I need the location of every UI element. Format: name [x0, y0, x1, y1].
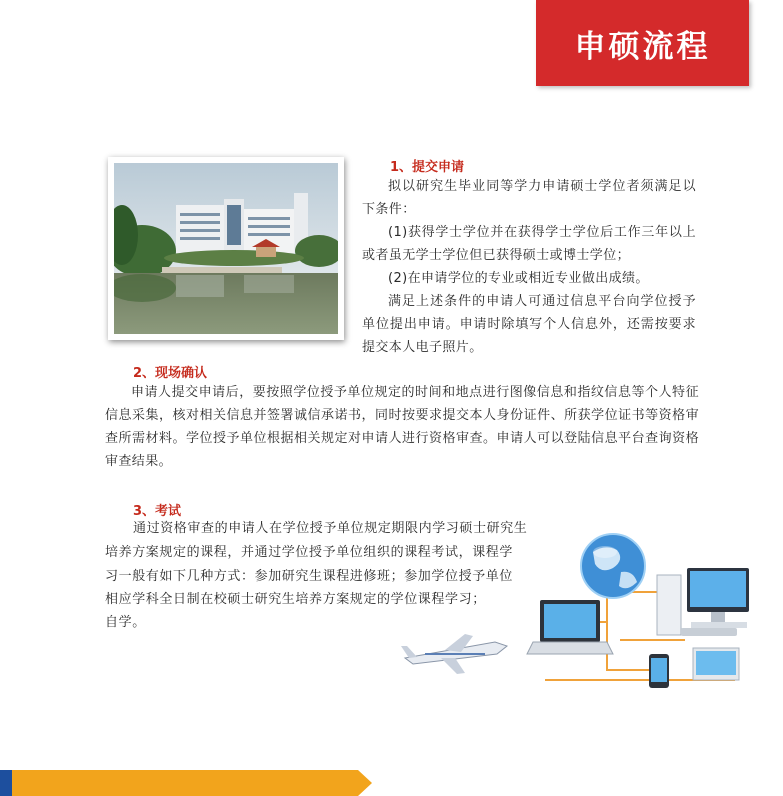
text-line: 培养方案规定的课程，并通过学位授予单位组织的课程考试，课程学 [105, 545, 514, 560]
bottom-decoration-bar [0, 770, 372, 796]
section-heading: 3、考试 [133, 504, 182, 519]
paragraph: 拟以研究生毕业同等学力申请硕士学位者须满足以下条件： [362, 179, 696, 217]
airplane-icon [401, 634, 507, 674]
paragraph: (2)在申请学位的专业或相近专业做出成绩。 [388, 271, 649, 286]
paragraph: 满足上述条件的申请人可通过信息平台向学位授予单位提出申请。申请时除填写个人信息外，还需按要求提交本人电子照片。 [362, 294, 696, 355]
text-line: 习一般有如下几种方式：参加研究生课程进修班；参加学位授予单位 [105, 569, 514, 584]
page-title: 申硕流程 [536, 0, 749, 86]
laptop-icon [527, 600, 613, 654]
section-heading: 1、提交申请 [390, 160, 465, 175]
paragraph: 申请人提交申请后，要按照学位授予单位规定的时间和地点进行图像信息和指纹信息等个人特征信息采集，核对相关信息并签署诚信承诺书，同时按要求提交本人身份证件、所获学位证书等资格审查所需材料。学位授予单位根据相关规定对申请人进行资格审查。申请人可以登陆信息平台查询资格审查结果。 [105, 385, 699, 469]
campus-photo [108, 157, 344, 340]
text-line: 通过资格审查的申请人在学位授予单位规定期限内学习硕士研究生 [133, 521, 528, 536]
desktop-computer-icon [657, 568, 749, 636]
phone-icon [649, 654, 669, 688]
network-illustration [395, 530, 760, 705]
text-line: 相应学科全日制在校硕士研究生培养方案规定的学位课程学习； [105, 592, 486, 607]
paragraph: (1)获得学士学位并在获得学士学位后工作三年以上或者虽无学士学位但已获得硕士或博士学位； [362, 225, 696, 263]
globe-icon [581, 534, 645, 598]
section-heading: 2、现场确认 [133, 366, 208, 381]
text-line: 自学。 [105, 615, 146, 630]
